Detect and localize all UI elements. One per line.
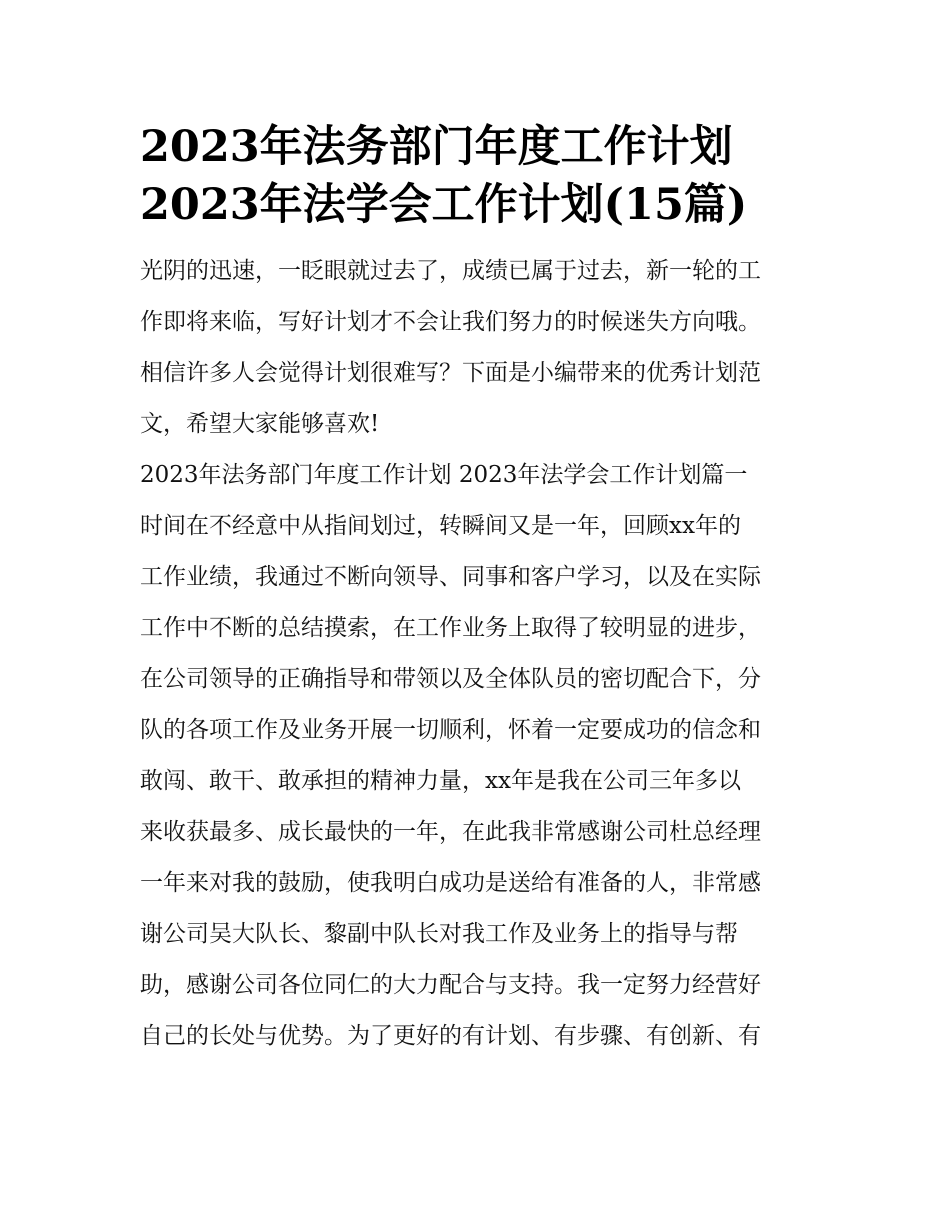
section-heading: 2023年法务部门年度工作计划 2023年法学会工作计划篇一: [140, 462, 748, 488]
body-paragraph: [140, 507, 820, 1055]
body-line: 来收获最多、成长最快的一年，在此我非常感谢公司杜总经理: [140, 819, 761, 845]
title-line-2: 2023年法学会工作计划(15篇): [140, 180, 748, 230]
body-line: 在公司领导的正确指导和带领以及全体队员的密切配合下，分: [140, 666, 761, 692]
body-line: 一年来对我的鼓励，使我明白成功是送给有准备的人，非常感: [140, 870, 761, 896]
body-line: 工作业绩，我通过不断向领导、同事和客户学习，以及在实际: [140, 564, 761, 590]
body-line: 谢公司吴大队长、黎副中队长对我工作及业务上的指导与帮: [140, 921, 738, 947]
document-title: [140, 118, 820, 234]
body-line: 助，感谢公司各位同仁的大力配合与支持。我一定努力经营好: [140, 972, 761, 998]
intro-line: 光阴的迅速，一眨眼就过去了，成绩已属于过去，新一轮的工: [140, 258, 761, 284]
document-page: [140, 118, 820, 1068]
body-line: 队的各项工作及业务开展一切顺利，怀着一定要成功的信念和: [140, 717, 761, 743]
body-line: 工作中不断的总结摸索，在工作业务上取得了较明显的进步，: [140, 615, 761, 641]
title-line-1: 2023年法务部门年度工作计划: [140, 122, 733, 172]
intro-paragraph: [140, 252, 820, 443]
body-line: 自己的长处与优势。为了更好的有计划、有步骤、有创新、有: [140, 1023, 761, 1049]
intro-line: 文，希望大家能够喜欢!: [140, 411, 380, 437]
intro-line: 作即将来临，写好计划才不会让我们努力的时候迷失方向哦。: [140, 309, 761, 335]
body-line: 敢闯、敢干、敢承担的精神力量，xx年是我在公司三年多以: [140, 768, 741, 794]
intro-line: 相信许多人会觉得计划很难写？下面是小编带来的优秀计划范: [140, 360, 761, 386]
body-line: 时间在不经意中从指间划过，转瞬间又是一年，回顾xx年的: [140, 513, 741, 539]
